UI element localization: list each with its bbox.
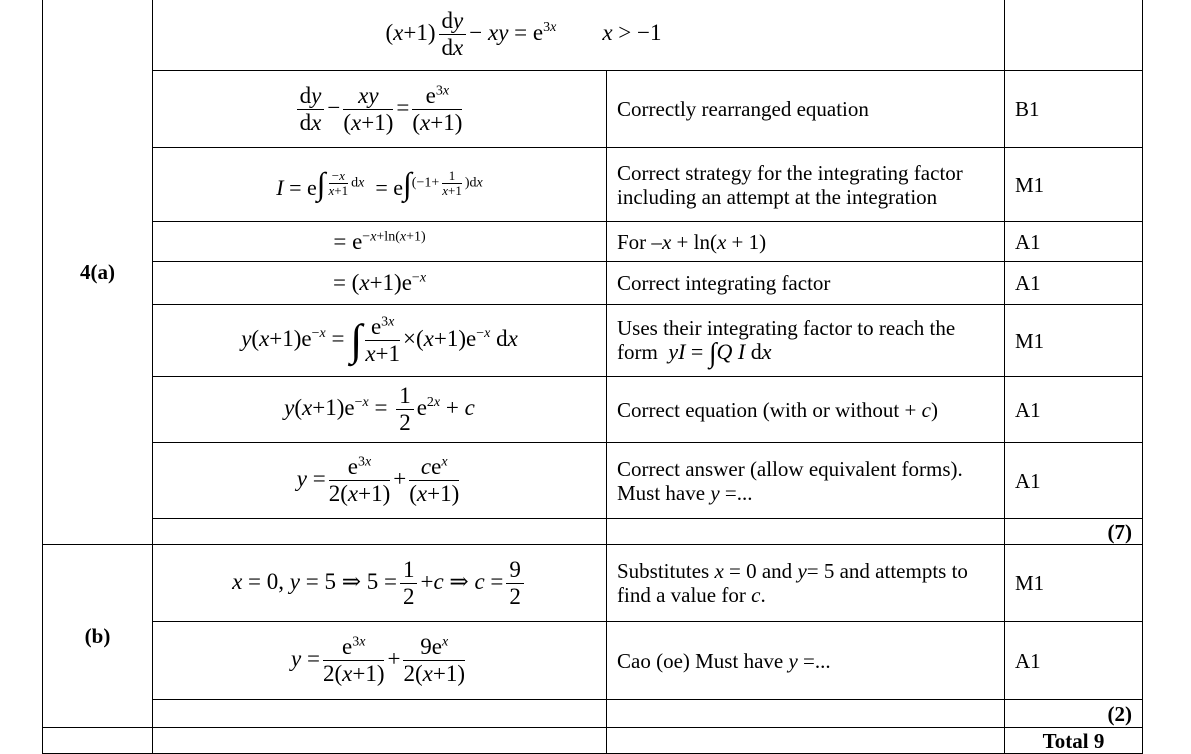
description-text: Substitutes [617, 559, 715, 583]
description-text: + ln( [671, 229, 717, 254]
description-cell: Correctly rearranged equation [607, 71, 1005, 148]
table-row [43, 622, 1143, 700]
mark-cell: A1 [1005, 222, 1143, 262]
mark-cell: A1 [1005, 443, 1143, 519]
question-label-a: 4(a) [43, 0, 153, 545]
subtotal-row [43, 519, 1143, 545]
description-text: Correct equation (with or without + [617, 397, 922, 422]
working-integrating-factor: I = e∫ $\frac{-x}{x+1}$ dx = e∫(−1+ $\frac{1}{x+1}$ )dx [153, 148, 607, 222]
description-var: x [714, 559, 724, 583]
header-equation: (x+1) $\frac{dy}{dx}$ − xy = $e^{3x}$ x > −1 [153, 0, 1005, 71]
working-integral: $y(x+1)e^{-x}$ = ∫ $\frac{e^{3x}}{x+1}$ $\times(x+1)e^{-x}$ dx [153, 305, 607, 377]
mark-cell: A1 [1005, 622, 1143, 700]
question-header-row [43, 0, 1143, 71]
table-row [43, 305, 1143, 377]
empty-cell [607, 700, 1005, 728]
description-cell [607, 305, 1005, 377]
description-text: = 0 and [723, 559, 798, 583]
description-line: including an attempt at the integration [617, 184, 938, 209]
description-text: =... [719, 480, 753, 505]
subtotal-row [43, 700, 1143, 728]
table-row [43, 71, 1143, 148]
working-final-answer: y = $\frac{e^{3x}}{2(x+1)}$ + $\frac{9e^x}{2(x+1)}$ [153, 622, 607, 700]
table-row [43, 377, 1143, 443]
table-row [43, 262, 1143, 305]
total-row [43, 728, 1143, 754]
subtotal-b: (2) [1005, 700, 1143, 728]
description-text: =... [797, 648, 831, 673]
description-cell [607, 622, 1005, 700]
description-line: Correct strategy for the integrating factor [617, 160, 963, 185]
working-rearranged: $\frac{dy}{dx}$ − $\frac{xy}{(x+1)}$ = $\frac{e^{3x}}{(x+1)}$ [153, 71, 607, 148]
table-row [43, 222, 1143, 262]
description-var: y [797, 559, 807, 583]
description-cell [607, 222, 1005, 262]
empty-cell [153, 728, 607, 754]
description-cell: Correct integrating factor [607, 262, 1005, 305]
description-text: ) [930, 397, 938, 422]
description-text: find a value for [617, 583, 752, 607]
description-line [617, 481, 994, 505]
description-line [617, 583, 994, 607]
description-text: Must have [617, 480, 711, 505]
working-equation: $y(x+1)e^{-x}$ = $\frac{1}{2}$ $e^{2x} + c$ [153, 377, 607, 443]
working-factor-result: = $(x+1)e^{-x}$ [153, 262, 607, 305]
summary [0, 0, 1, 1]
description-text: form [617, 339, 658, 364]
description-text: For – [617, 229, 662, 254]
description-var: x [716, 229, 727, 254]
description-text: Cao (oe) Must have [617, 648, 789, 673]
description-text: + 1) [726, 229, 767, 254]
description-cell [607, 377, 1005, 443]
table-row [43, 545, 1143, 622]
grand-total: Total 9 [1005, 728, 1143, 754]
working-answer: y = $\frac{e^{3x}}{2(x+1)}$ + $\frac{ce^x}{(x+1)}$ [153, 443, 607, 519]
description-line: Uses their integrating factor to reach the [617, 315, 956, 340]
empty-cell [153, 519, 607, 545]
mark-cell: A1 [1005, 262, 1143, 305]
description-var: y [788, 648, 798, 673]
working-exponent: = $e^{-x+ln(x+1)}$ [153, 222, 607, 262]
empty-cell [43, 728, 153, 754]
description-cell [607, 443, 1005, 519]
description-var: c [921, 397, 931, 422]
description-cell [607, 148, 1005, 222]
description-line: Correct answer (allow equivalent forms). [617, 456, 963, 481]
header-mark-cell [1005, 0, 1143, 71]
mark-cell: M1 [1005, 545, 1143, 622]
table-row [43, 148, 1143, 222]
working-substitution: x = 0, y = 5 ⇒ 5 = $\frac{1}{2}$ +c ⇒ c = $\frac{9}{2}$ [153, 545, 607, 622]
empty-cell [607, 519, 1005, 545]
mark-cell: B1 [1005, 71, 1143, 148]
mark-cell: A1 [1005, 377, 1143, 443]
description-var: c [751, 583, 761, 607]
description-line [617, 559, 994, 583]
description-line [617, 337, 994, 369]
subtotal-a: (7) [1005, 519, 1143, 545]
table-row [43, 443, 1143, 519]
description-var: x [661, 229, 672, 254]
description-cell [607, 545, 1005, 622]
empty-cell [607, 728, 1005, 754]
question-label-b: (b) [43, 545, 153, 728]
mark-cell: M1 [1005, 148, 1143, 222]
mark-scheme-table [42, 0, 1143, 754]
description-text: = 5 and attempts to [806, 559, 968, 583]
description-formula: yI = ∫Q I dx [668, 337, 772, 369]
description-text: . [760, 583, 766, 607]
mark-cell: M1 [1005, 305, 1143, 377]
description-var: y [710, 480, 720, 505]
empty-cell [153, 700, 607, 728]
